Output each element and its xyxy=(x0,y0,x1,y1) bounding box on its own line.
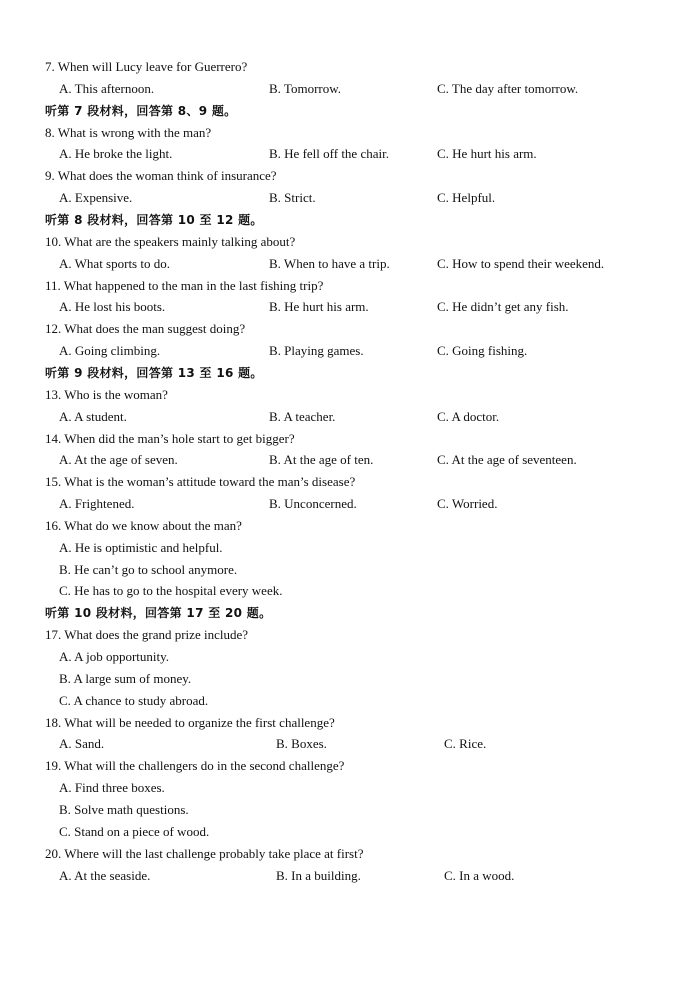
question-line xyxy=(0,276,696,296)
question-text: 12. What does the man suggest doing? xyxy=(45,321,246,337)
option-line xyxy=(0,778,696,798)
options-row xyxy=(0,734,696,754)
option-c: C. Going fishing. xyxy=(437,343,528,359)
option-a: A. Going climbing. xyxy=(59,343,161,359)
question-line xyxy=(0,166,696,186)
option-text: C. He has to go to the hospital every week. xyxy=(59,583,283,599)
option-a: A. What sports to do. xyxy=(59,255,170,271)
option-c: C. In a wood. xyxy=(444,867,515,883)
question-line xyxy=(0,516,696,536)
option-b: B. Unconcerned. xyxy=(269,496,357,511)
section-instruction: 听第 9 段材料，回答第 13 至 16 题。 xyxy=(45,365,263,380)
question-text: 18. What will be needed to organize the first challenge? xyxy=(45,714,335,730)
section-instruction: 听第 7 段材料，回答第 8、9 题。 xyxy=(45,103,237,118)
option-text: A. Find three boxes. xyxy=(59,780,165,796)
option-text: A. A job opportunity. xyxy=(59,649,170,664)
option-line xyxy=(0,822,696,842)
question-text: 19. What will the challengers do in the second challenge? xyxy=(45,758,345,774)
option-a: A. A student. xyxy=(59,408,127,424)
section-instruction: 听第 10 段材料，回答第 17 至 20 题。 xyxy=(45,606,272,621)
question-text: 13. Who is the woman? xyxy=(45,386,168,402)
option-b: B. Tomorrow. xyxy=(269,80,342,96)
option-c: C. How to spend their weekend. xyxy=(437,255,605,271)
option-c: C. He didn’t get any fish. xyxy=(437,299,569,315)
option-b: B. Strict. xyxy=(269,190,316,206)
question-line xyxy=(0,625,696,645)
option-text: C. Stand on a piece of wood. xyxy=(59,823,210,839)
options-row xyxy=(0,407,696,427)
option-line xyxy=(0,800,696,820)
question-line xyxy=(0,713,696,733)
section-instruction: 听第 8 段材料，回答第 10 至 12 题。 xyxy=(45,213,263,227)
question-text: 10. What are the speakers mainly talking about? xyxy=(45,233,296,249)
question-text: 11. What happened to the man in the last fishing trip? xyxy=(45,277,324,293)
options-row xyxy=(0,450,696,470)
option-line xyxy=(0,669,696,689)
question-text: 20. Where will the last challenge probably take place at first? xyxy=(45,845,364,861)
section-instruction-line xyxy=(0,101,696,121)
question-text: 9. What does the woman think of insurance? xyxy=(45,168,277,184)
option-b: B. When to have a trip. xyxy=(269,255,390,271)
option-a: A. He lost his boots. xyxy=(59,299,166,315)
question-text: 17. What does the grand prize include? xyxy=(45,627,248,643)
question-line xyxy=(0,472,696,492)
option-a: A. At the age of seven. xyxy=(59,452,178,468)
section-instruction-line xyxy=(0,363,696,383)
option-line xyxy=(0,560,696,580)
question-line xyxy=(0,232,696,252)
option-b: B. A teacher. xyxy=(269,408,336,424)
option-line xyxy=(0,647,696,667)
question-text: 7. When will Lucy leave for Guerrero? xyxy=(45,59,248,74)
option-text: B. He can’t go to school anymore. xyxy=(59,561,238,577)
question-line xyxy=(0,756,696,776)
option-c: C. He hurt his arm. xyxy=(437,146,537,162)
question-text: 16. What do we know about the man? xyxy=(45,517,242,533)
section-instruction-line xyxy=(0,210,696,230)
option-text: B. Solve math questions. xyxy=(59,801,189,817)
option-b: B. Playing games. xyxy=(269,343,364,359)
option-line xyxy=(0,538,696,558)
question-text: 8. What is wrong with the man? xyxy=(45,124,212,140)
option-a: A. He broke the light. xyxy=(59,146,173,162)
option-a: A. At the seaside. xyxy=(59,867,151,883)
section-instruction-line xyxy=(0,603,696,623)
option-c: C. At the age of seventeen. xyxy=(437,452,577,468)
question-text: 15. What is the woman’s attitude toward the man’s disease? xyxy=(45,474,356,490)
option-b: B. At the age of ten. xyxy=(269,452,374,468)
option-c: C. Worried. xyxy=(437,496,498,511)
option-b: B. Boxes. xyxy=(276,736,327,752)
options-row xyxy=(0,79,696,99)
option-c: C. Helpful. xyxy=(437,190,496,206)
option-c: C. The day after tomorrow. xyxy=(437,80,579,96)
options-row xyxy=(0,254,696,274)
option-text: C. A chance to study abroad. xyxy=(59,692,209,708)
question-text: 14. When did the man’s hole start to get bigger? xyxy=(45,430,295,446)
option-a: A. Sand. xyxy=(59,736,105,752)
options-row xyxy=(0,341,696,361)
question-line xyxy=(0,385,696,405)
option-line xyxy=(0,691,696,711)
question-line xyxy=(0,57,696,77)
question-line xyxy=(0,844,696,864)
option-a: A. Frightened. xyxy=(59,496,135,511)
option-b: B. In a building. xyxy=(276,867,361,883)
option-b: B. He fell off the chair. xyxy=(269,146,389,162)
question-line xyxy=(0,123,696,143)
option-a: A. This afternoon. xyxy=(59,80,155,96)
options-row xyxy=(0,144,696,164)
question-line xyxy=(0,319,696,339)
option-line xyxy=(0,581,696,601)
question-line xyxy=(0,429,696,449)
option-c: C. Rice. xyxy=(444,736,487,752)
options-row xyxy=(0,188,696,208)
option-text: A. He is optimistic and helpful. xyxy=(59,539,223,555)
option-text: B. A large sum of money. xyxy=(59,670,192,686)
option-b: B. He hurt his arm. xyxy=(269,299,369,315)
options-row xyxy=(0,866,696,886)
options-row xyxy=(0,297,696,317)
option-c: C. A doctor. xyxy=(437,408,500,424)
options-row xyxy=(0,494,696,514)
option-a: A. Expensive. xyxy=(59,190,133,206)
